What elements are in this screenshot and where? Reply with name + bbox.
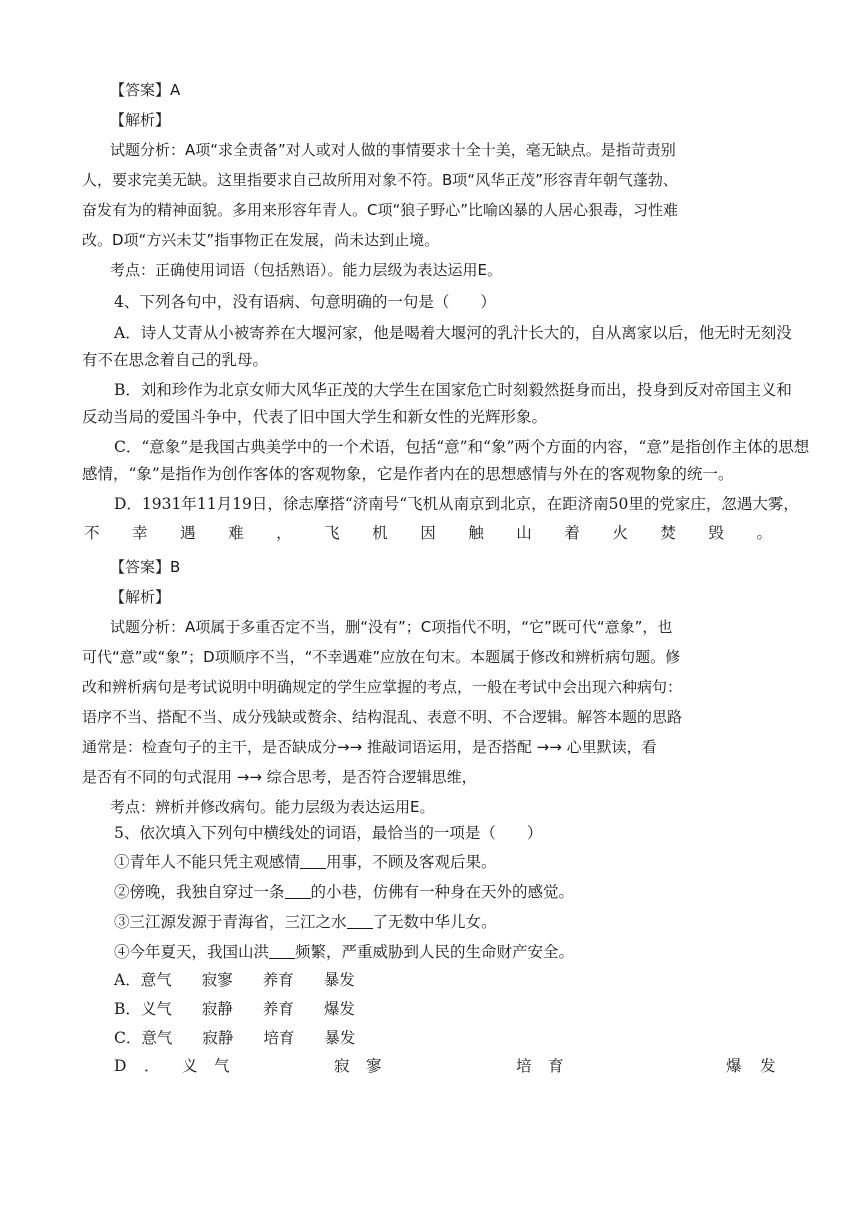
fill-blank-2 (285, 884, 311, 899)
question-4-option-b-line-2: 反动当局的爱国斗争中，代表了旧中国大学生和新女性的光辉形象。 (82, 408, 548, 426)
question-5-sentence-3: ③三江源发源于青海省，三江之水 了无数中华儿女。 (114, 913, 497, 931)
kaodian-2: 考点：辨析并修改病句。能力层级为表达运用E。 (110, 798, 435, 816)
analysis-heading-2: 【解析】 (110, 588, 171, 606)
question-5-sentence-4: ④今年夏天，我国山洪 频繁，严重威胁到人民的生命财产安全。 (114, 943, 575, 961)
question-4-option-d-line-1: D．1931年11月19日，徐志摩搭“济南号“飞机从南京到北京，在距济南50里的党家庄，忽遇大雾， (114, 495, 799, 513)
question-5-sentence-2: ②傍晚，我独自穿过一条 的小巷，仿佛有一种身在天外的感觉。 (114, 883, 575, 901)
question-4-option-c-line-1: C．“意象”是我国古典美学中的一个术语，包括“意”和“象”两个方面的内容，“意”是指创作主体的思想 (114, 438, 810, 456)
question-4-option-d-line-2: 不 幸 遇 难 ， 飞 机 因 触 山 着 火 焚 毁 。 (84, 524, 772, 542)
analysis-2-line-6: 是否有不同的句式混用 →→ 综合思考，是否符合逻辑思维， (82, 768, 477, 786)
analysis-2-line-3: 改和辨析病句是考试说明中明确规定的学生应掌握的考点，一般在考试中会出现六种病句： (82, 678, 683, 696)
question-4-option-a-line-1: A．诗人艾青从小被寄养在大堰河家，他是喝着大堰河的乳汁长大的，自从离家以后，他无时无刻没 (114, 324, 792, 342)
answer-label-2: 【答案】B (110, 558, 181, 576)
fill-blank-1 (300, 854, 326, 869)
question-5-option-a: A．意气 寂寥 养育 暴发 (114, 971, 355, 989)
question-4-stem: 4、下列各句中，没有语病、句意明确的一句是（ ） (114, 293, 496, 311)
analysis-2-line-1: 试题分析：A项属于多重否定不当，删“没有”；C项指代不明，“它”既可代“意象”，也 (110, 618, 673, 636)
fill-blank-4 (269, 944, 295, 959)
question-5-stem: 5、依次填入下列句中横线处的词语，最恰当的一项是（ ） (114, 824, 543, 842)
analysis-1-line-2: 人，要求完美无缺。这里指要求自己故所用对象不符。B项“风华正茂”形容青年朝气蓬勃、 (82, 171, 678, 189)
fill-blank-3 (347, 914, 373, 929)
question-4-option-b-line-1: B．刘和珍作为北京女师大风华正茂的大学生在国家危亡时刻毅然挺身而出，投身到反对帝国主义和 (114, 381, 792, 399)
question-4-option-c-line-2: 感情，“象”是指作为创作客体的客观物象，它是作者内在的思想感情与外在的客观物象的统一。 (82, 465, 734, 483)
question-5-option-c: C．意气 寂静 培育 暴发 (114, 1029, 356, 1047)
analysis-2-line-2: 可代“意”或“象”；D项顺序不当，“不幸遇难”应放在句末。本题属于修改和辨析病句题。修 (82, 648, 681, 666)
question-5-sentence-1: ①青年人不能只凭主观感情 用事，不顾及客观后果。 (114, 853, 497, 871)
analysis-1-line-1: 试题分析：A项“求全责备”对人或对人做的事情要求十全十美，毫无缺点。是指苛责别 (110, 141, 676, 159)
analysis-2-line-4: 语序不当、搭配不当、成分残缺或赘余、结构混乱、表意不明、不合逻辑。解答本题的思路 (82, 708, 683, 726)
analysis-1-line-3: 奋发有为的精神面貌。多用来形容年青人。C项“狼子野心”比喻凶暴的人居心狠毒，习性难 (82, 201, 679, 219)
question-4-option-a-line-2: 有不在思念着自己的乳母。 (82, 351, 269, 369)
analysis-2-line-5: 通常是：检查句子的主干，是否缺成分→→ 推敲词语运用，是否搭配 →→ 心里默读，看 (82, 738, 657, 756)
analysis-heading-1: 【解析】 (110, 111, 171, 129)
analysis-1-line-4: 改。D项“方兴未艾”指事物正在发展，尚未达到止境。 (82, 231, 440, 249)
answer-label-1: 【答案】A (110, 81, 181, 99)
kaodian-1: 考点：正确使用词语（包括熟语）。能力层级为表达运用E。 (110, 261, 502, 279)
question-5-option-b: B．义气 寂静 养育 爆发 (114, 1000, 355, 1018)
